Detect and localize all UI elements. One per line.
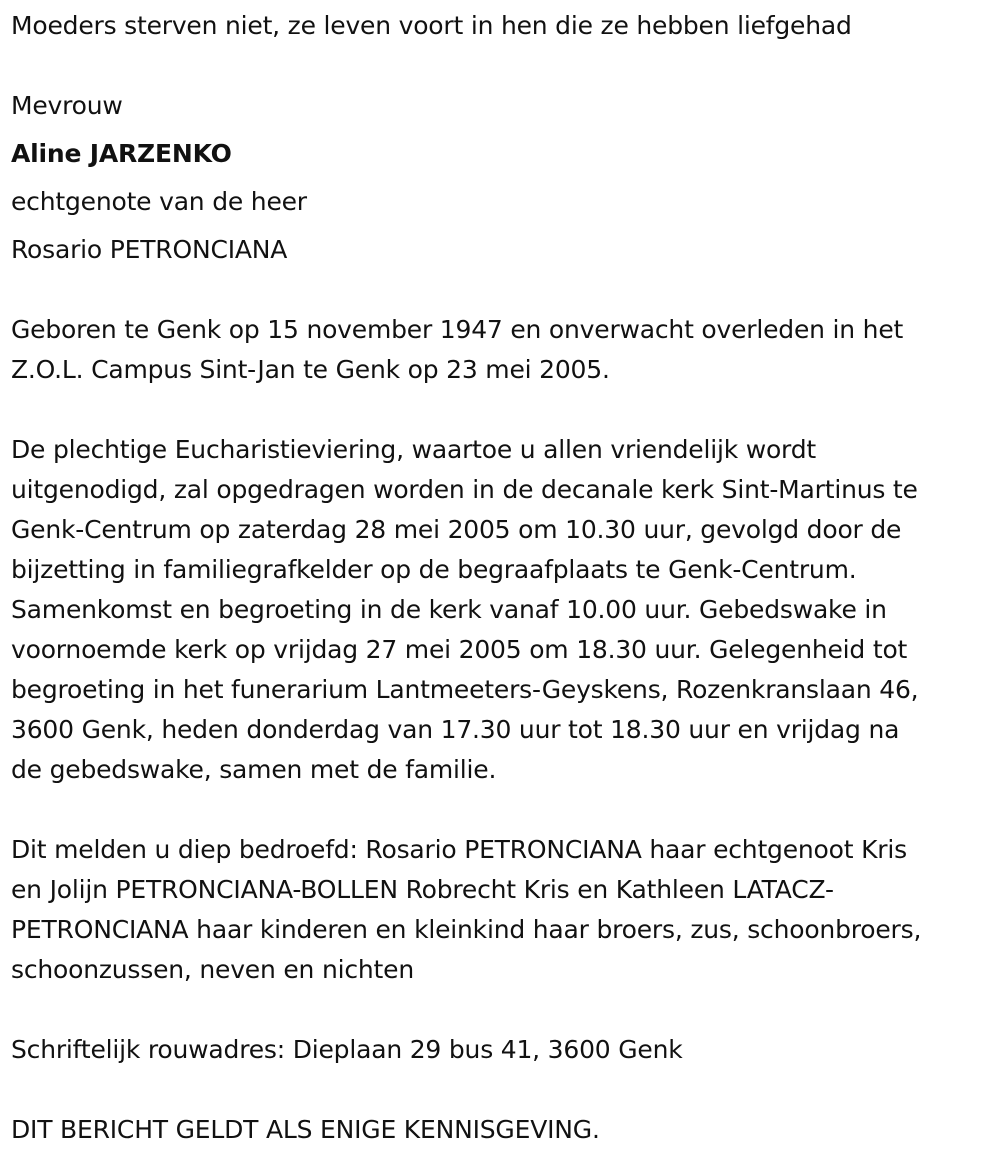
spouse-name: Rosario PETRONCIANA xyxy=(11,235,288,264)
closing-statement: DIT BERICHT GELDT ALS ENIGE KENNISGEVING. xyxy=(11,1115,600,1144)
paragraph-line: Z.O.L. Campus Sint-Jan te Genk op 23 mei 2005. xyxy=(11,355,610,384)
paragraph-line: voornoemde kerk op vrijdag 27 mei 2005 om 18.30 uur. Gelegenheid tot xyxy=(11,635,908,664)
spouse-intro: echtgenote van de heer xyxy=(11,187,307,216)
paragraph-line: De plechtige Eucharistieviering, waartoe u allen vriendelijk wordt xyxy=(11,435,816,464)
paragraph-line: uitgenodigd, zal opgedragen worden in de decanale kerk Sint-Martinus te xyxy=(11,475,918,504)
ceremony-paragraph xyxy=(11,430,918,790)
paragraph-line: Dit melden u diep bedroefd: Rosario PETRONCIANA haar echtgenoot Kris xyxy=(11,835,907,864)
paragraph-line: bijzetting in familiegrafkelder op de begraafplaats te Genk-Centrum. xyxy=(11,555,857,584)
paragraph-line: 3600 Genk, heden donderdag van 17.30 uur tot 18.30 uur en vrijdag na xyxy=(11,715,900,744)
motto: Moeders sterven niet, ze leven voort in hen die ze hebben liefgehad xyxy=(11,11,852,40)
mourning-address: Schriftelijk rouwadres: Dieplaan 29 bus 41, 3600 Genk xyxy=(11,1035,683,1064)
deceased-name: Aline JARZENKO xyxy=(11,139,232,168)
paragraph-line: Genk-Centrum op zaterdag 28 mei 2005 om 10.30 uur, gevolgd door de xyxy=(11,515,902,544)
paragraph-line: begroeting in het funerarium Lantmeeters-Geyskens, Rozenkranslaan 46, xyxy=(11,675,919,704)
birth-death-paragraph xyxy=(11,310,903,390)
paragraph-line: Samenkomst en begroeting in de kerk vanaf 10.00 uur. Gebedswake in xyxy=(11,595,887,624)
mourners-paragraph xyxy=(11,830,921,990)
paragraph-line: en Jolijn PETRONCIANA-BOLLEN Robrecht Kris en Kathleen LATACZ- xyxy=(11,875,834,904)
honorific: Mevrouw xyxy=(11,91,123,120)
paragraph-line: schoonzussen, neven en nichten xyxy=(11,955,414,984)
paragraph-line: PETRONCIANA haar kinderen en kleinkind haar broers, zus, schoonbroers, xyxy=(11,915,922,944)
paragraph-line: de gebedswake, samen met de familie. xyxy=(11,755,497,784)
paragraph-line: Geboren te Genk op 15 november 1947 en onverwacht overleden in het xyxy=(11,315,904,344)
